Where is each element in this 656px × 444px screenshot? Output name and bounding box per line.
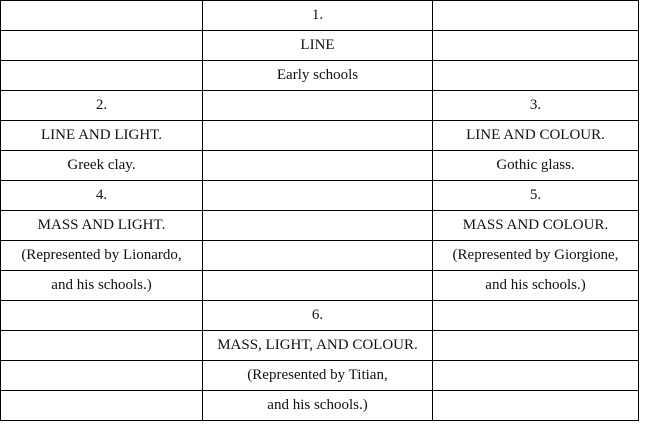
table-row: [1, 271, 639, 301]
cell-right: [433, 61, 639, 91]
cell-center: and his schools.): [203, 391, 433, 421]
table-row: [1, 31, 639, 61]
table-row: [1, 241, 639, 271]
table-row: [1, 361, 639, 391]
table-row: [1, 331, 639, 361]
cell-center: [203, 181, 433, 211]
cell-left: [1, 331, 203, 361]
cell-right: [433, 331, 639, 361]
cell-left: [1, 391, 203, 421]
cell-left: Greek clay.: [1, 151, 203, 181]
cell-right: [433, 391, 639, 421]
cell-right: (Represented by Giorgione,: [433, 241, 639, 271]
cell-left: 2.: [1, 91, 203, 121]
cell-left: [1, 301, 203, 331]
cell-center: LINE: [203, 31, 433, 61]
cell-left: [1, 361, 203, 391]
cell-center: [203, 271, 433, 301]
cell-left: [1, 31, 203, 61]
cell-left: [1, 61, 203, 91]
cell-right: [433, 301, 639, 331]
cell-left: MASS AND LIGHT.: [1, 211, 203, 241]
cell-right: 3.: [433, 91, 639, 121]
table-row: [1, 91, 639, 121]
cell-center: 1.: [203, 1, 433, 31]
cell-center: [203, 91, 433, 121]
cell-center: MASS, LIGHT, AND COLOUR.: [203, 331, 433, 361]
table-row: [1, 181, 639, 211]
cell-left: [1, 1, 203, 31]
cell-right: [433, 361, 639, 391]
cell-left: LINE AND LIGHT.: [1, 121, 203, 151]
cell-right: [433, 1, 639, 31]
cell-right: LINE AND COLOUR.: [433, 121, 639, 151]
cell-center: [203, 241, 433, 271]
table-row: [1, 61, 639, 91]
table-row: [1, 391, 639, 421]
cell-right: [433, 31, 639, 61]
cell-right: Gothic glass.: [433, 151, 639, 181]
cell-left: and his schools.): [1, 271, 203, 301]
cell-left: (Represented by Lionardo,: [1, 241, 203, 271]
cell-center: [203, 151, 433, 181]
table-row: [1, 211, 639, 241]
cell-right: and his schools.): [433, 271, 639, 301]
cell-center: Early schools: [203, 61, 433, 91]
cell-right: 5.: [433, 181, 639, 211]
table-row: [1, 121, 639, 151]
cell-center: 6.: [203, 301, 433, 331]
table-row: [1, 151, 639, 181]
table-row: [1, 1, 639, 31]
cell-center: [203, 121, 433, 151]
cell-center: (Represented by Titian,: [203, 361, 433, 391]
cell-left: 4.: [1, 181, 203, 211]
cell-center: [203, 211, 433, 241]
table-row: [1, 301, 639, 331]
cell-right: MASS AND COLOUR.: [433, 211, 639, 241]
